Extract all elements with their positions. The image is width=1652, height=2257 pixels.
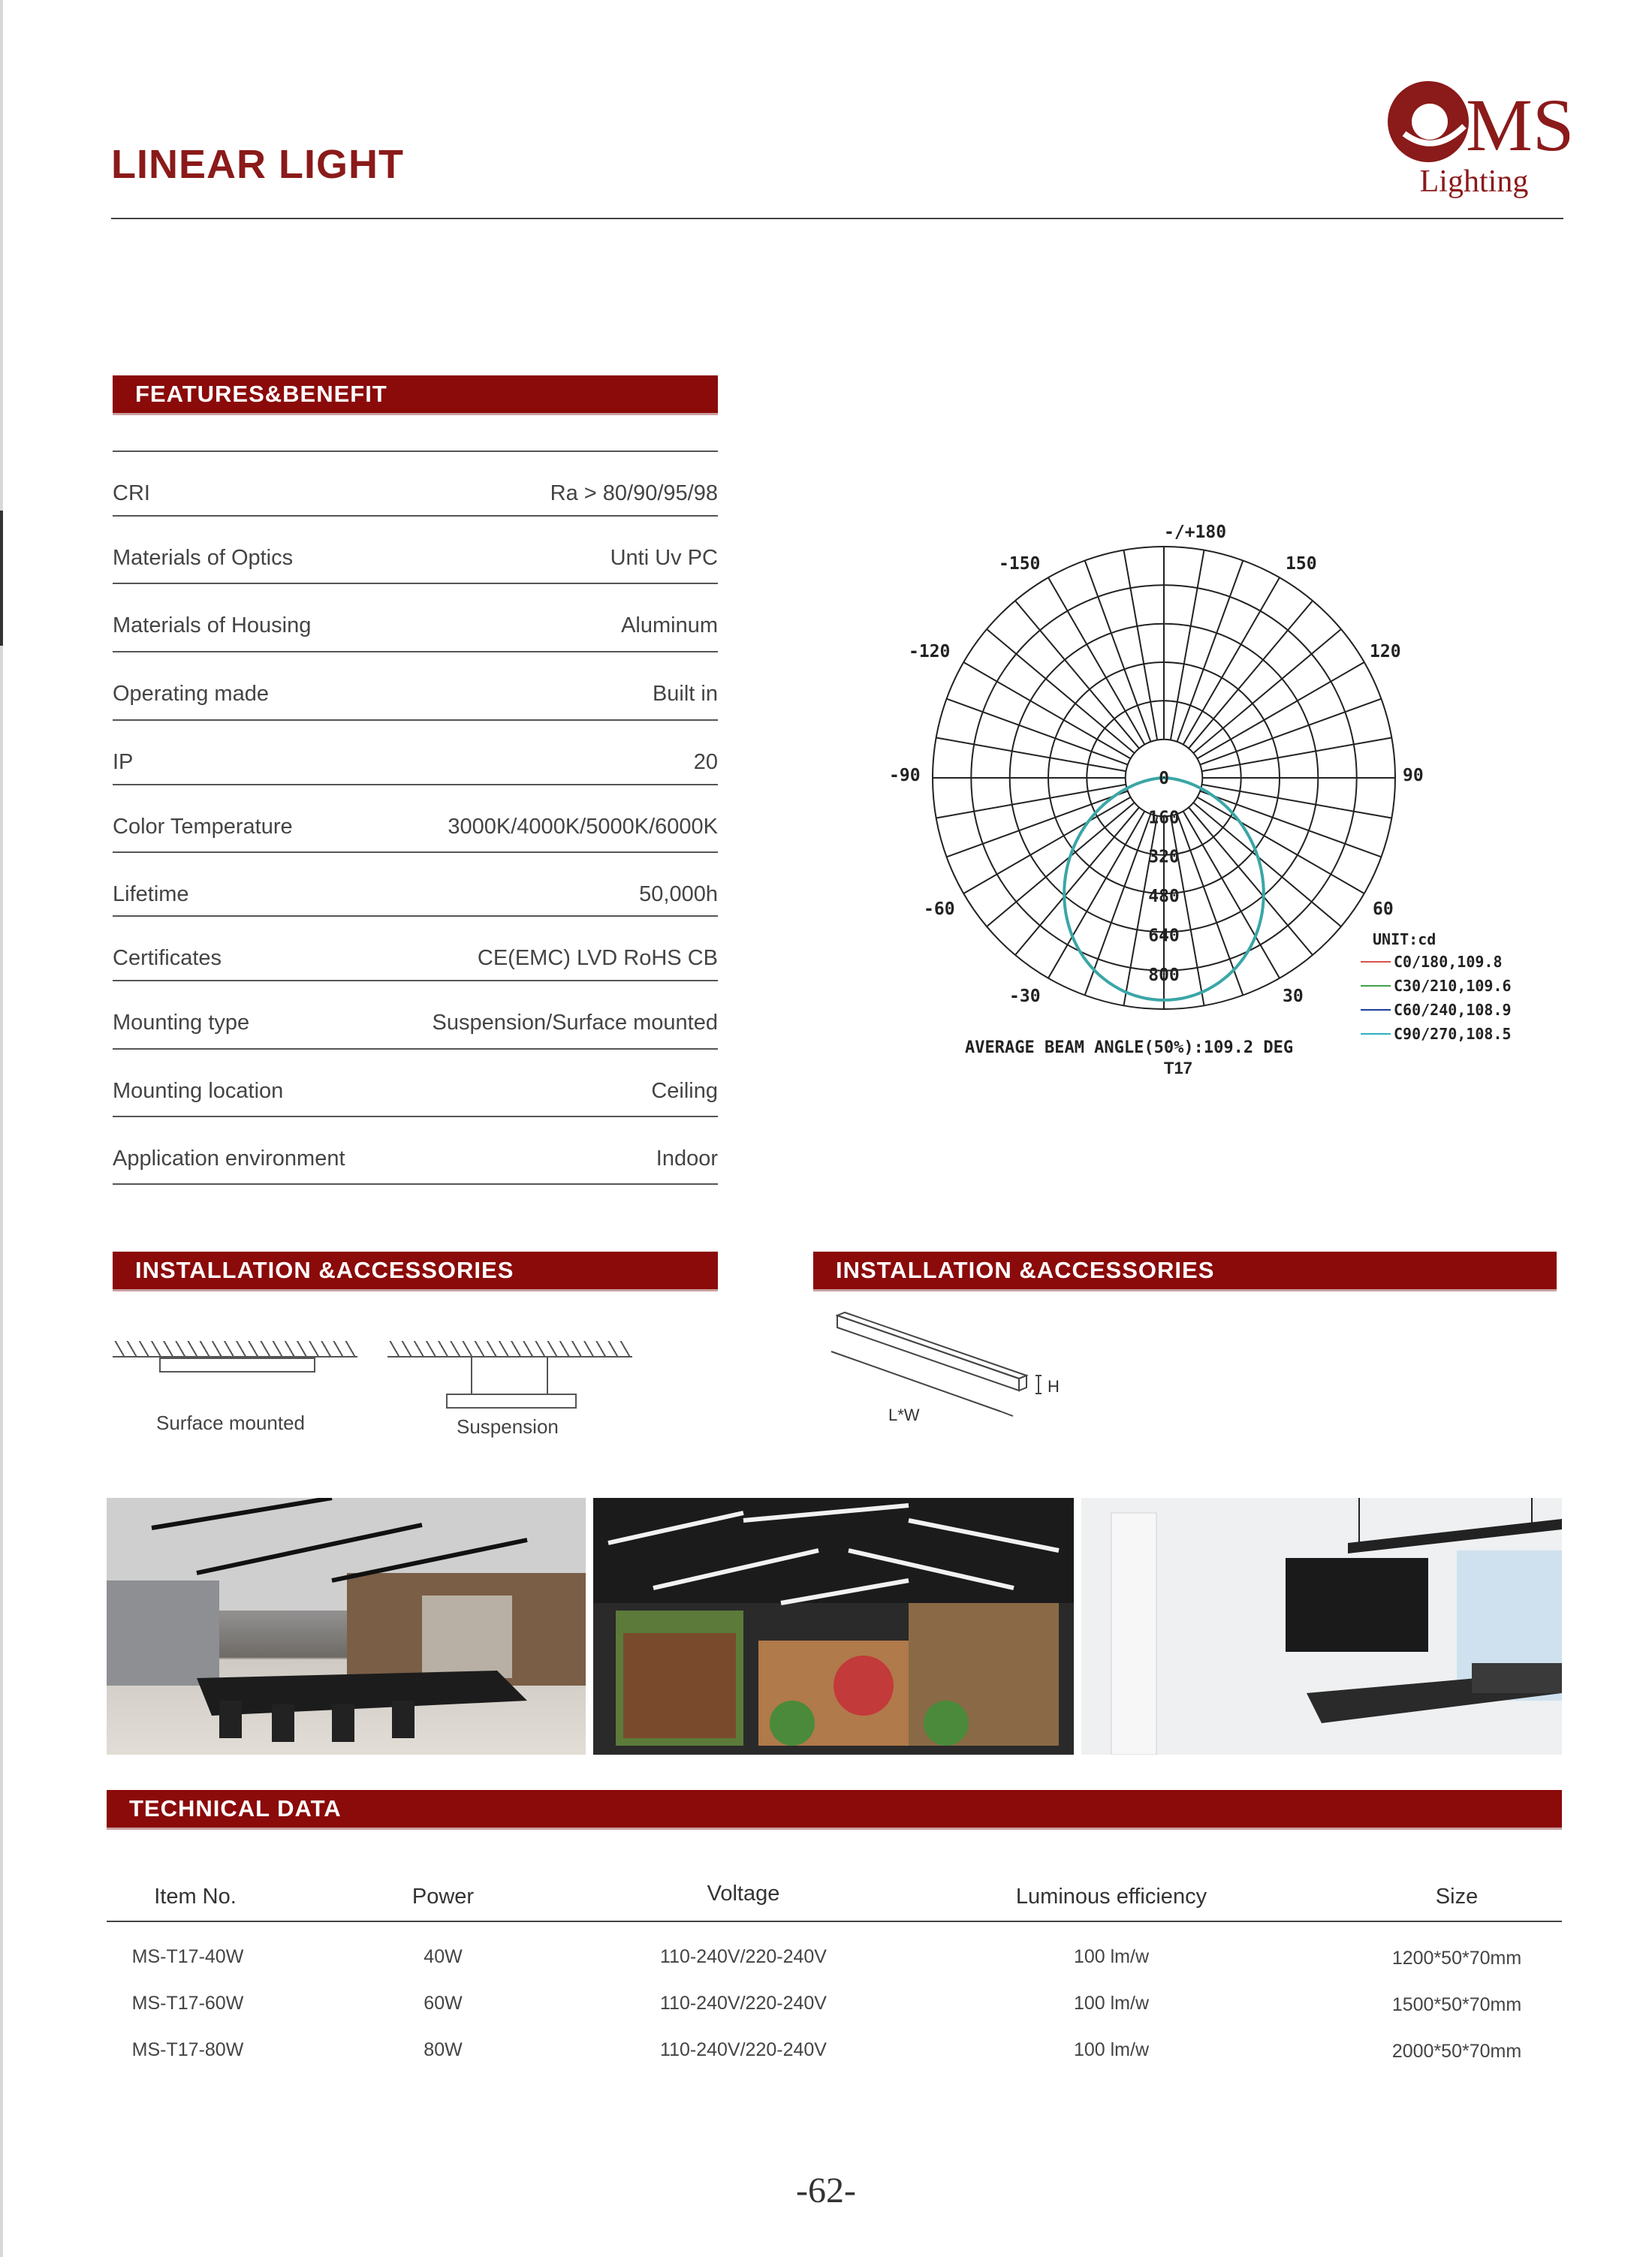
page-title: LINEAR LIGHT — [111, 142, 404, 187]
cell-voltage: 110-240V/220-240V — [660, 1993, 827, 2014]
unit-label: UNIT:cd — [1373, 930, 1436, 948]
cell-voltage: 110-240V/220-240V — [660, 1946, 827, 1967]
angle-label-180: -/+180 — [1164, 523, 1227, 542]
ring-value-label: 0 — [1159, 769, 1169, 788]
column-header: Item No. — [154, 1885, 237, 1909]
cell-size: 1500*50*70mm — [1391, 1994, 1522, 2015]
spec-value: Ceiling — [651, 1079, 718, 1103]
logo-text: Lighting — [1419, 164, 1529, 199]
ring-value-label: 480 — [1148, 887, 1180, 907]
angle-label-m90: -90 — [889, 766, 921, 785]
cell-efficiency: 100 lm/w — [1073, 1993, 1150, 2014]
spec-row — [113, 851, 718, 921]
angle-label-60: 60 — [1373, 899, 1394, 919]
brand-logo — [1382, 75, 1569, 206]
column-header: Luminous efficiency — [1015, 1885, 1207, 1909]
spec-value: 50,000h — [639, 882, 718, 906]
dimension-h-label: H — [1048, 1377, 1060, 1396]
cell-power: 60W — [424, 1993, 463, 2014]
cell-size: 1200*50*70mm — [1391, 1948, 1522, 1969]
photo-office-meeting — [1081, 1498, 1562, 1755]
suspension-wire — [547, 1358, 548, 1394]
model-label: T17 — [1164, 1059, 1192, 1077]
ceiling-hatch — [113, 1341, 357, 1358]
spec-value: CE(EMC) LVD RoHS CB — [477, 946, 718, 970]
spec-value: Built in — [652, 682, 718, 706]
angle-label-150: 150 — [1286, 554, 1317, 574]
spec-label: Materials of Housing — [113, 613, 312, 637]
cell-item-no: MS-T17-40W — [131, 1946, 244, 1967]
polar-spoke — [1189, 601, 1313, 749]
cell-power: 80W — [424, 2039, 463, 2060]
fixture-suspended — [446, 1394, 577, 1409]
light-distribution-diagram — [871, 511, 1532, 1096]
legend-label: C60/240,108.9 — [1394, 1001, 1512, 1019]
spec-row — [113, 583, 718, 652]
polar-spoke — [987, 803, 1135, 927]
fixture-surface — [159, 1358, 315, 1373]
cell-item-no: MS-T17-80W — [131, 2039, 244, 2060]
photo-retail-store — [593, 1498, 1074, 1755]
photo-conference-room — [107, 1498, 586, 1755]
beam-angle-label: AVERAGE BEAM ANGLE(50%):109.2 DEG — [965, 1038, 1294, 1057]
ring-value-label: 160 — [1148, 808, 1180, 828]
ring-value-label: 800 — [1148, 965, 1180, 985]
dimension-diagram — [822, 1306, 1078, 1434]
spec-value: Indoor — [656, 1147, 718, 1171]
spec-row — [113, 1116, 718, 1185]
spec-label: Application environment — [113, 1147, 345, 1171]
technical-heading: TECHNICAL DATA — [107, 1790, 1562, 1830]
spec-label: CRI — [113, 481, 150, 505]
spec-value: 20 — [693, 750, 718, 774]
surface-caption: Surface mounted — [156, 1412, 306, 1434]
cell-voltage: 110-240V/220-240V — [660, 2039, 827, 2060]
spec-row — [113, 1048, 718, 1117]
column-header: Size — [1435, 1885, 1479, 1909]
suspension-caption: Suspension — [457, 1415, 559, 1438]
spec-label: Mounting location — [113, 1079, 284, 1103]
polar-spoke — [1015, 807, 1139, 955]
spec-row — [113, 651, 718, 720]
polar-spoke — [1189, 807, 1313, 955]
polar-spoke — [1193, 629, 1341, 753]
spec-row — [113, 980, 718, 1049]
header-rule — [111, 218, 1563, 219]
spec-label: Lifetime — [113, 882, 189, 906]
angle-label-30: 30 — [1283, 987, 1304, 1006]
suspension-wire — [471, 1358, 472, 1394]
spec-label: Certificates — [113, 946, 222, 970]
spec-list-end-rule — [113, 1183, 718, 1185]
spec-value: 3000K/4000K/5000K/6000K — [448, 815, 718, 839]
spec-row — [113, 450, 718, 520]
spec-value: Unti Uv PC — [610, 546, 718, 570]
cell-item-no: MS-T17-60W — [131, 1993, 244, 2014]
spec-value: Aluminum — [621, 613, 718, 637]
page-number: -62- — [796, 2171, 856, 2210]
spec-label: IP — [113, 750, 134, 774]
installation-heading-left: INSTALLATION &ACCESSORIES — [113, 1252, 718, 1291]
installation-heading-right: INSTALLATION &ACCESSORIES — [813, 1252, 1557, 1291]
angle-label-120: 120 — [1370, 642, 1401, 661]
polar-spoke — [1015, 601, 1139, 749]
table-header-rule — [107, 1921, 1562, 1922]
spec-value: Ra > 80/90/95/98 — [550, 481, 718, 505]
angle-label-m30: -30 — [1009, 987, 1041, 1006]
features-heading: FEATURES&BENEFIT — [113, 375, 718, 415]
angle-label-90: 90 — [1403, 766, 1424, 785]
logo-mark-icon — [1382, 75, 1569, 165]
angle-label-m60: -60 — [924, 899, 955, 919]
ceiling-hatch — [387, 1341, 632, 1358]
spec-row — [113, 915, 718, 984]
legend-label: C30/210,109.6 — [1394, 977, 1512, 995]
cell-size: 2000*50*70mm — [1391, 2041, 1522, 2062]
column-header: Voltage — [707, 1882, 780, 1906]
polar-legend — [1361, 953, 1512, 1043]
spec-row — [113, 515, 718, 584]
cell-power: 40W — [424, 1946, 463, 1967]
angle-label-m120: -120 — [909, 642, 951, 661]
angle-label-m150: -150 — [999, 554, 1041, 574]
polar-spoke — [1193, 803, 1341, 927]
page-edge-marker — [0, 511, 3, 646]
legend-label: C0/180,109.8 — [1394, 953, 1503, 971]
spec-label: Operating made — [113, 682, 269, 706]
polar-spoke — [987, 629, 1135, 753]
spec-label: Color Temperature — [113, 815, 293, 839]
logo-letters: MS — [1466, 83, 1569, 165]
ring-value-label: 320 — [1148, 847, 1180, 867]
legend-label: C90/270,108.5 — [1394, 1025, 1512, 1043]
ring-value-label: 640 — [1148, 926, 1180, 946]
page-edge — [0, 0, 3, 2257]
spec-row — [113, 719, 718, 788]
spec-label: Materials of Optics — [113, 546, 294, 570]
cell-efficiency: 100 lm/w — [1073, 2039, 1150, 2060]
spec-row — [113, 784, 718, 853]
cell-efficiency: 100 lm/w — [1073, 1946, 1150, 1967]
spec-value: Suspension/Surface mounted — [432, 1011, 718, 1035]
spec-label: Mounting type — [113, 1011, 250, 1035]
column-header: Power — [411, 1885, 475, 1909]
dimension-lw-label: L*W — [888, 1406, 920, 1424]
